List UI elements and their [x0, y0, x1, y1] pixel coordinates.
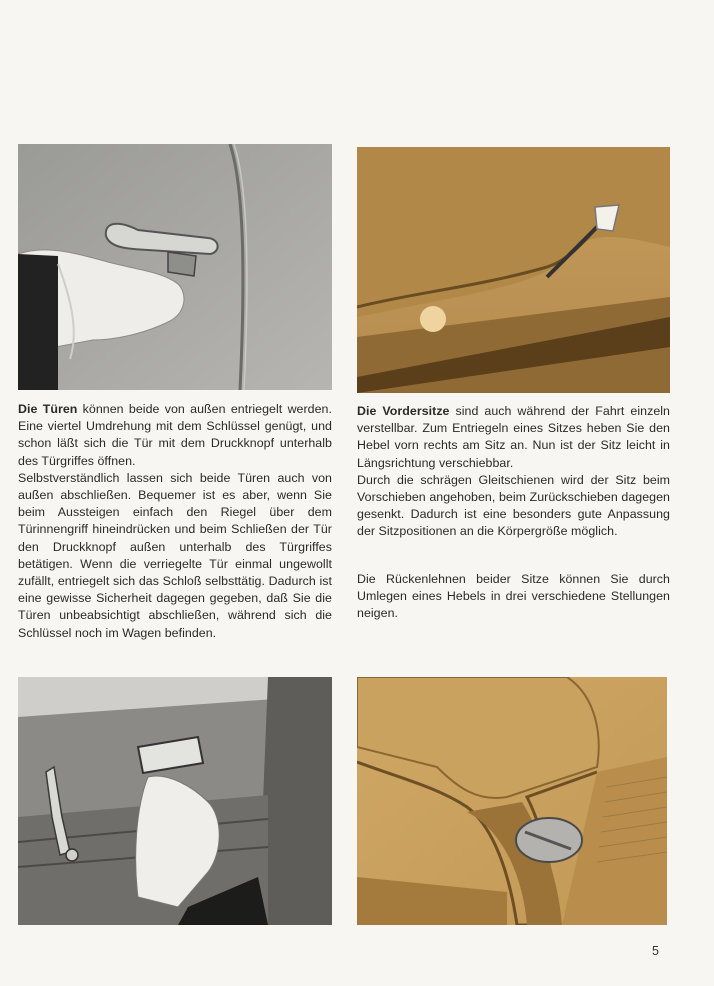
front-seats-paragraph-2: Durch die schrägen Gleitschienen wird der Sitz beim Vorschieben angehoben, beim Zurückschieben dagegen gesenkt. Dadurch ist eine besonders gute Anpassung der Sitzpositionen an die Körpergröße möglich.: [357, 472, 670, 539]
doors-body: können beide von außen entriegelt werden. Eine viertel Umdrehung mit dem Schlüssel genügt, und schon läßt sich die Tür mit dem Druckknopf unterhalb des Türgriffes öffnen.: [18, 402, 332, 468]
backrest-paragraph: Die Rückenlehnen beider Sitze können Sie durch Umlegen eines Hebels in drei verschiedene Stellungen neigen.: [357, 571, 670, 621]
front-seats-heading: Die Vordersitze: [357, 404, 450, 418]
doors-heading: Die Türen: [18, 402, 78, 416]
doors-paragraph-2: Selbstverständlich lassen sich beide Türen auch von außen abschließen. Bequemer ist es aber, wenn Sie beim Aussteigen einfach den Riegel über dem Türinnengriff hineindrücken und beim Schließen der Tür den Druckknopf außen unterhalb des Türgriffes betätigen. Wenn die verriegelte Tür einmal ungewollt zufällt, entriegelt sich das Schloß selbsttätig. Dadurch ist eine gewisse Sicherheit dagegen gegeben, daß Sie die Türen unbeabsichtigt abschließen, während sich die Schlüssel noch im Wagen befinden.: [18, 470, 332, 640]
door-handle-photo: [18, 144, 332, 390]
front-seats-body: sind auch während der Fahrt einzeln verstellbar. Zum Entriegeln eines Sitzes heben Sie den Hebel vorn rechts am Sitz an. Nun ist der Sitz leicht in Längsrichtung verschiebbar.: [357, 404, 671, 470]
doors-text: [18, 401, 332, 642]
paragraph-spacer: [357, 541, 670, 571]
doors-paragraph-1: [18, 401, 332, 470]
front-seats-paragraph-1: [357, 403, 670, 472]
front-seats-text: [357, 403, 670, 622]
backrest-knob-photo: [357, 677, 667, 925]
page-number: 5: [652, 944, 659, 958]
seat-lever-photo: [357, 147, 670, 393]
door-lock-photo: [18, 677, 332, 925]
